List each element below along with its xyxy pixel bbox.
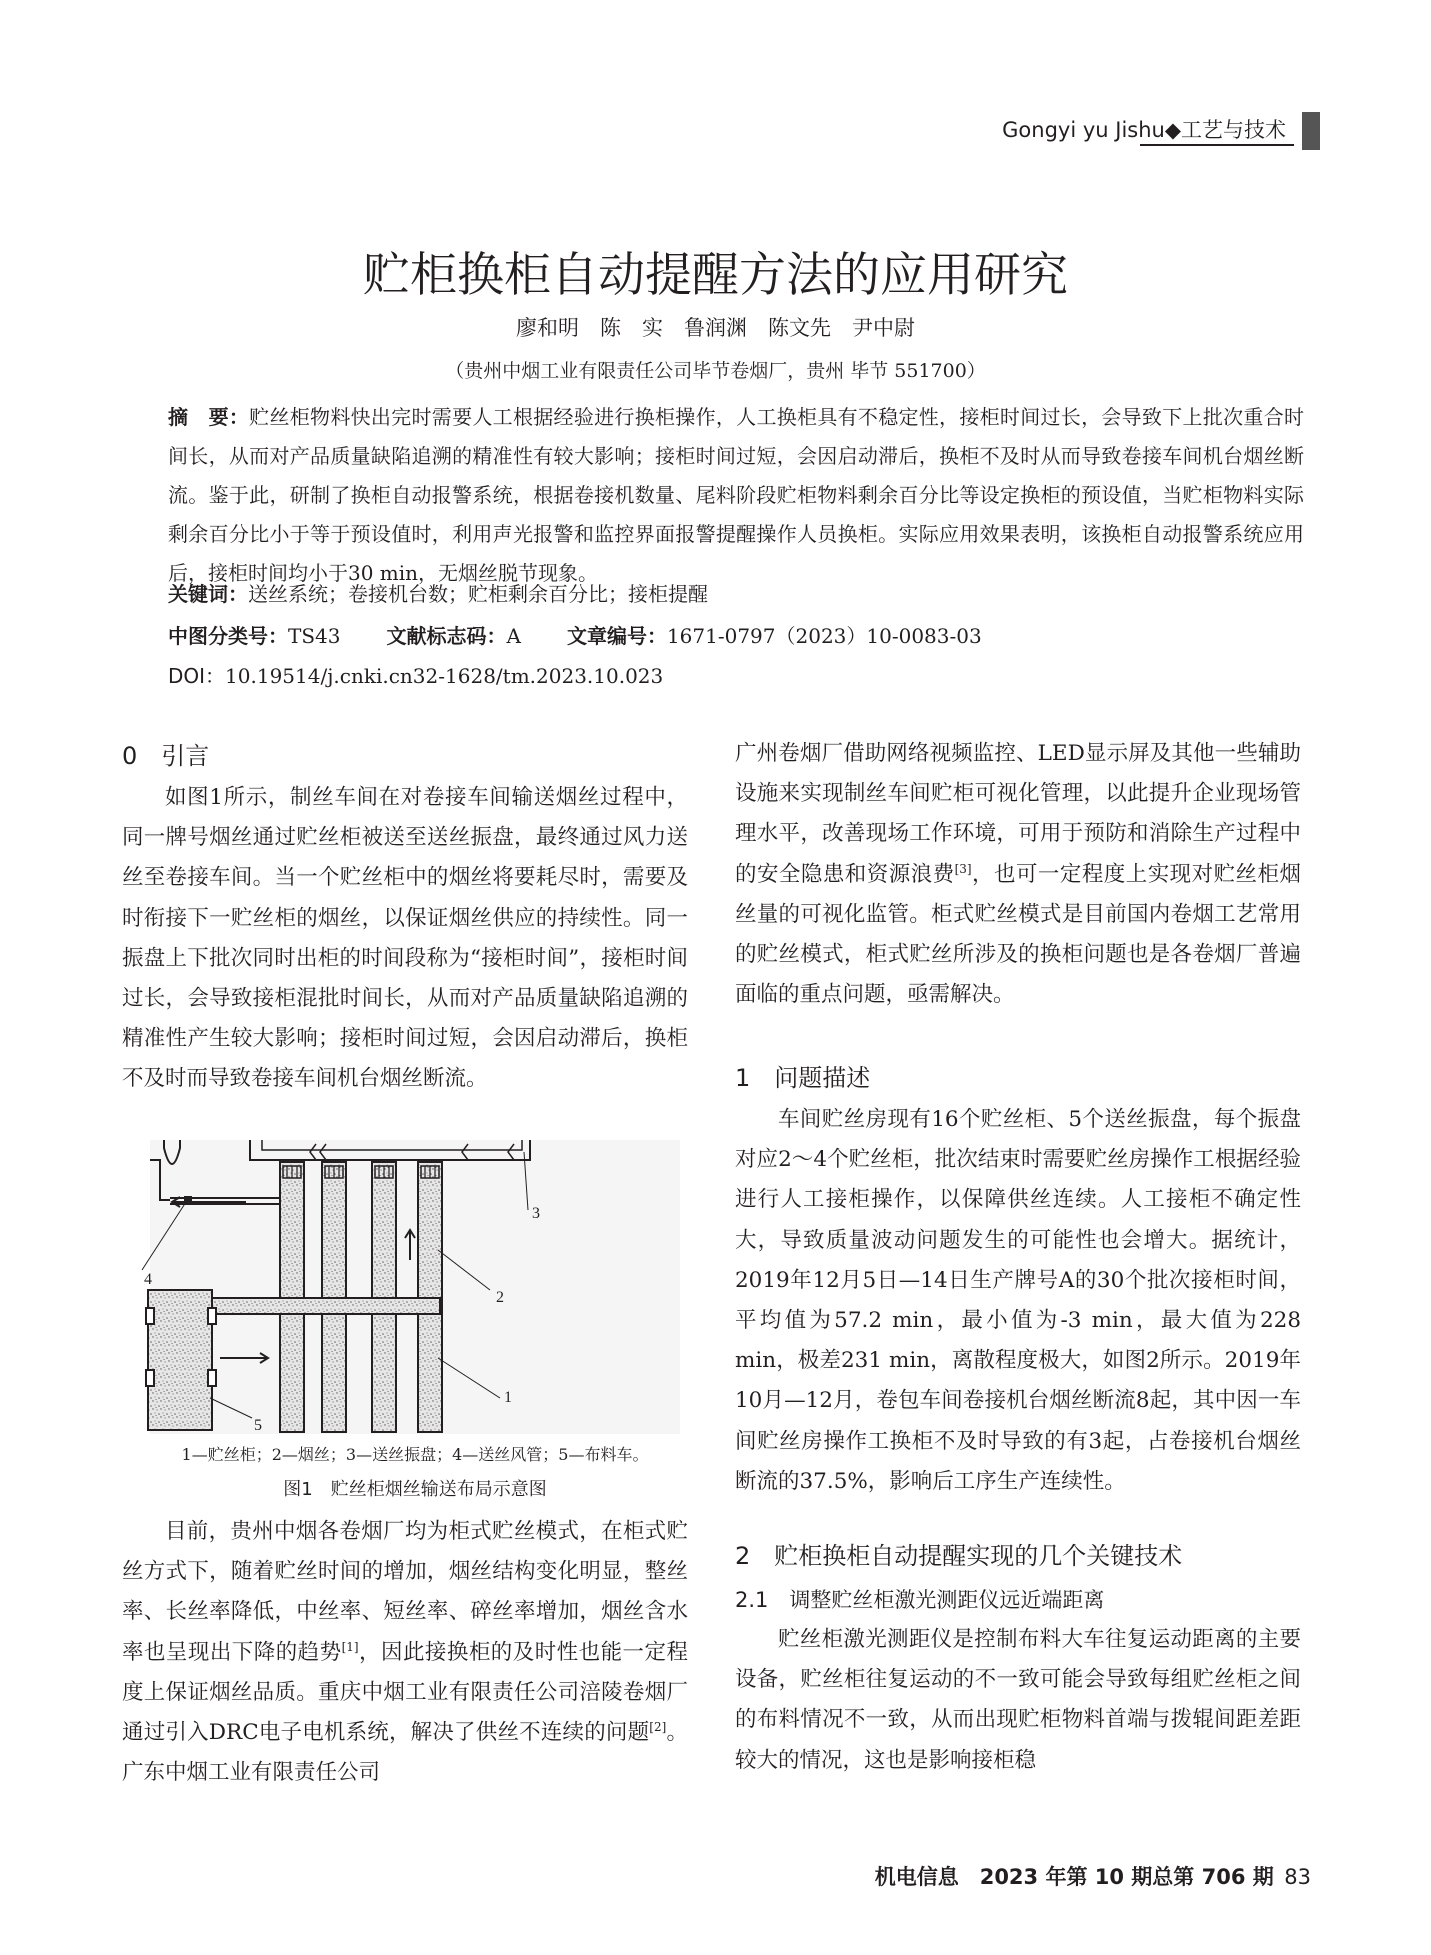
article-number-value: 1671-0797（2023）10-0083-03: [666, 624, 982, 648]
doi: [168, 660, 663, 689]
keywords-text: 送丝系统；卷接机台数；贮柜剩余百分比；接柜提醒: [248, 582, 708, 606]
footer-journal: 机电信息: [874, 1865, 959, 1889]
authors: 廖和明 陈 实 鲁润渊 陈文先 尹中尉: [516, 316, 915, 340]
section-2-1-paragraph-1: 贮丝柜激光测距仪是控制布料大车往复运动距离的主要设备，贮丝柜往复运动的不一致可能会导致每组贮丝柜之间的布料情况不一致，从而出现贮柜物料首端与拨辊间距差距较大的情况，这也是影响接柜稳: [735, 1627, 1301, 1773]
abstract-label: 摘 要：: [168, 405, 250, 429]
header-block: [1302, 112, 1320, 150]
label-3: 3: [532, 1205, 540, 1222]
section-0-heading: 0 引言: [122, 742, 210, 770]
label-4: 4: [144, 1271, 152, 1288]
clc-label: 中图分类号：: [168, 624, 288, 648]
reference-1: [1]: [341, 1639, 359, 1654]
keywords: [168, 578, 1304, 607]
reference-3: [3]: [954, 861, 972, 876]
clc-value: TS43: [288, 624, 341, 648]
doc-code-label: 文献标志码：: [386, 624, 507, 648]
paper-title: 贮柜换柜自动提醒方法的应用研究: [363, 248, 1068, 303]
doi-value: 10.19514/j.cnki.cn32-1628/tm.2023.10.023: [225, 664, 664, 688]
s0-p2-text-a: 目前，贵州中烟各卷烟厂均为柜式贮丝模式，在柜式贮丝方式下，随着贮丝时间的增加，烟丝结构变化明显，整丝率、长丝率降低，中丝率、短丝率、碎丝率增加，烟丝含水率也呈现出下降的趋势: [122, 1519, 688, 1665]
section-1-paragraph-1: 车间贮丝房现有16个贮丝柜、5个送丝振盘，每个振盘对应2～4个贮丝柜，批次结束时需要贮丝房操作工根据经验进行人工接柜操作，以保障供丝连续。人工接柜不确定性大，导致质量波动问题发生的可能性也会增大。据统计，2019年12月5日—14日生产牌号A的30个批次接柜时间，平均值为57.2 min，最小值为-3 min，最大值为228 min，极差231 min，离散程度极大，如图2所示。2019年10月—12月，卷包车间卷接机台烟丝断流8起，其中因一车间贮丝房操作工换柜不及时导致的有3起，占卷接机台烟丝断流的37.5%，影响后工序生产连续性。: [735, 1107, 1301, 1494]
reference-2: [2]: [649, 1719, 667, 1734]
figure-1-title: 图1 贮丝柜烟丝输送布局示意图: [283, 1479, 547, 1500]
doi-label: DOI：: [168, 664, 226, 688]
article-number-label: 文章编号：: [566, 624, 667, 648]
section-0-paragraph-2: [122, 1512, 688, 1793]
feeding-cart: [148, 1290, 212, 1430]
abstract-text: 贮丝柜物料快出完时需要人工根据经验进行换柜操作，人工换柜具有不稳定性，接柜时间过长，会导致下上批次重合时间长，从而对产品质量缺陷追溯的精准性有较大影响；接柜时间过短，会因启动滞后，换柜不及时从而导致卷接车间机台烟丝断流。鉴于此，研制了换柜自动报警系统，根据卷接机数量、尾料阶段贮柜物料剩余百分比等设定换柜的预设值，当贮柜物料实际剩余百分比小于等于预设值时，利用声光报警和监控界面报警提醒操作人员换柜。实际应用效果表明，该换柜自动报警系统应用后，接柜时间均小于30 min，无烟丝脱节现象。: [168, 405, 1305, 585]
keywords-label: 关键词：: [168, 582, 248, 606]
header-rule: [1140, 144, 1294, 146]
c2-p1-text-a: 广州卷烟厂借助网络视频监控、LED显示屏及其他一些辅助设施来实现制丝车间贮柜可视化管理，以此提升企业现场管理水平，改善现场工作环境，可用于预防和消除生产过程中的安全隐患和资源浪费: [735, 741, 1301, 887]
classification-info: [168, 620, 1304, 649]
s0-p2-text-b: ，因此接换柜的及时性也能一定程度上保证烟丝品质。重庆中烟工业有限责任公司涪陵卷烟厂通过引入DRC电子电机系统，解决了供丝不连续的问题: [122, 1639, 688, 1746]
section-1-heading: 1 问题描述: [735, 1064, 871, 1092]
doc-code-value: A: [506, 624, 521, 648]
figure-1-legend: 1—贮丝柜；2—烟丝；3—送丝振盘；4—送丝风管；5—布料车。: [181, 1445, 649, 1464]
section-0-paragraph-1: 如图1所示，制丝车间在对卷接车间输送烟丝过程中，同一牌号烟丝通过贮丝柜被送至送丝振盘，最终通过风力送丝至卷接车间。当一个贮丝柜中的烟丝将要耗尽时，需要及时衔接下一贮丝柜的烟丝，以保证烟丝供应的持续性。同一振盘上下批次同时出柜的时间段称为“接柜时间”，接柜时间过长，会导致接柜混批时间长，从而对产品质量缺陷追溯的精准性产生较大影响；接柜时间过短，会因启动滞后，换柜不及时而导致卷接车间机台烟丝断流。: [122, 785, 688, 1092]
s0-p2-text-c: 。广东中烟工业有限责任公司: [122, 1720, 688, 1786]
section-2-1-heading: 2.1 调整贮丝柜激光测距仪远近端距离: [735, 1588, 1105, 1612]
label-1: 1: [504, 1389, 512, 1406]
label-2: 2: [496, 1289, 504, 1306]
figure-background: [150, 1140, 680, 1434]
page-number: 83: [1284, 1865, 1311, 1889]
journal-section: Gongyi yu Jishu◆工艺与技术: [1002, 118, 1286, 142]
column-2-paragraph-1: [735, 734, 1301, 1015]
c2-p1-text-b: ，也可一定程度上实现对贮丝柜烟丝量的可视化监管。柜式贮丝模式是目前国内卷烟工艺常用的贮丝模式，柜式贮丝所涉及的换柜问题也是各卷烟厂普遍面临的重点问题，亟需解决。: [735, 861, 1301, 1008]
section-2-heading: 2 贮柜换柜自动提醒实现的几个关键技术: [735, 1542, 1183, 1570]
label-5: 5: [254, 1417, 262, 1434]
affiliation: （贵州中烟工业有限责任公司毕节卷烟厂，贵州 毕节 551700）: [445, 360, 986, 382]
footer-issue: 2023 年第 10 期总第 706 期: [979, 1865, 1274, 1889]
running-header: [990, 112, 1320, 150]
figure-1-diagram: [144, 1140, 680, 1434]
abstract: [168, 398, 1304, 593]
page-footer: [875, 1861, 1311, 1891]
